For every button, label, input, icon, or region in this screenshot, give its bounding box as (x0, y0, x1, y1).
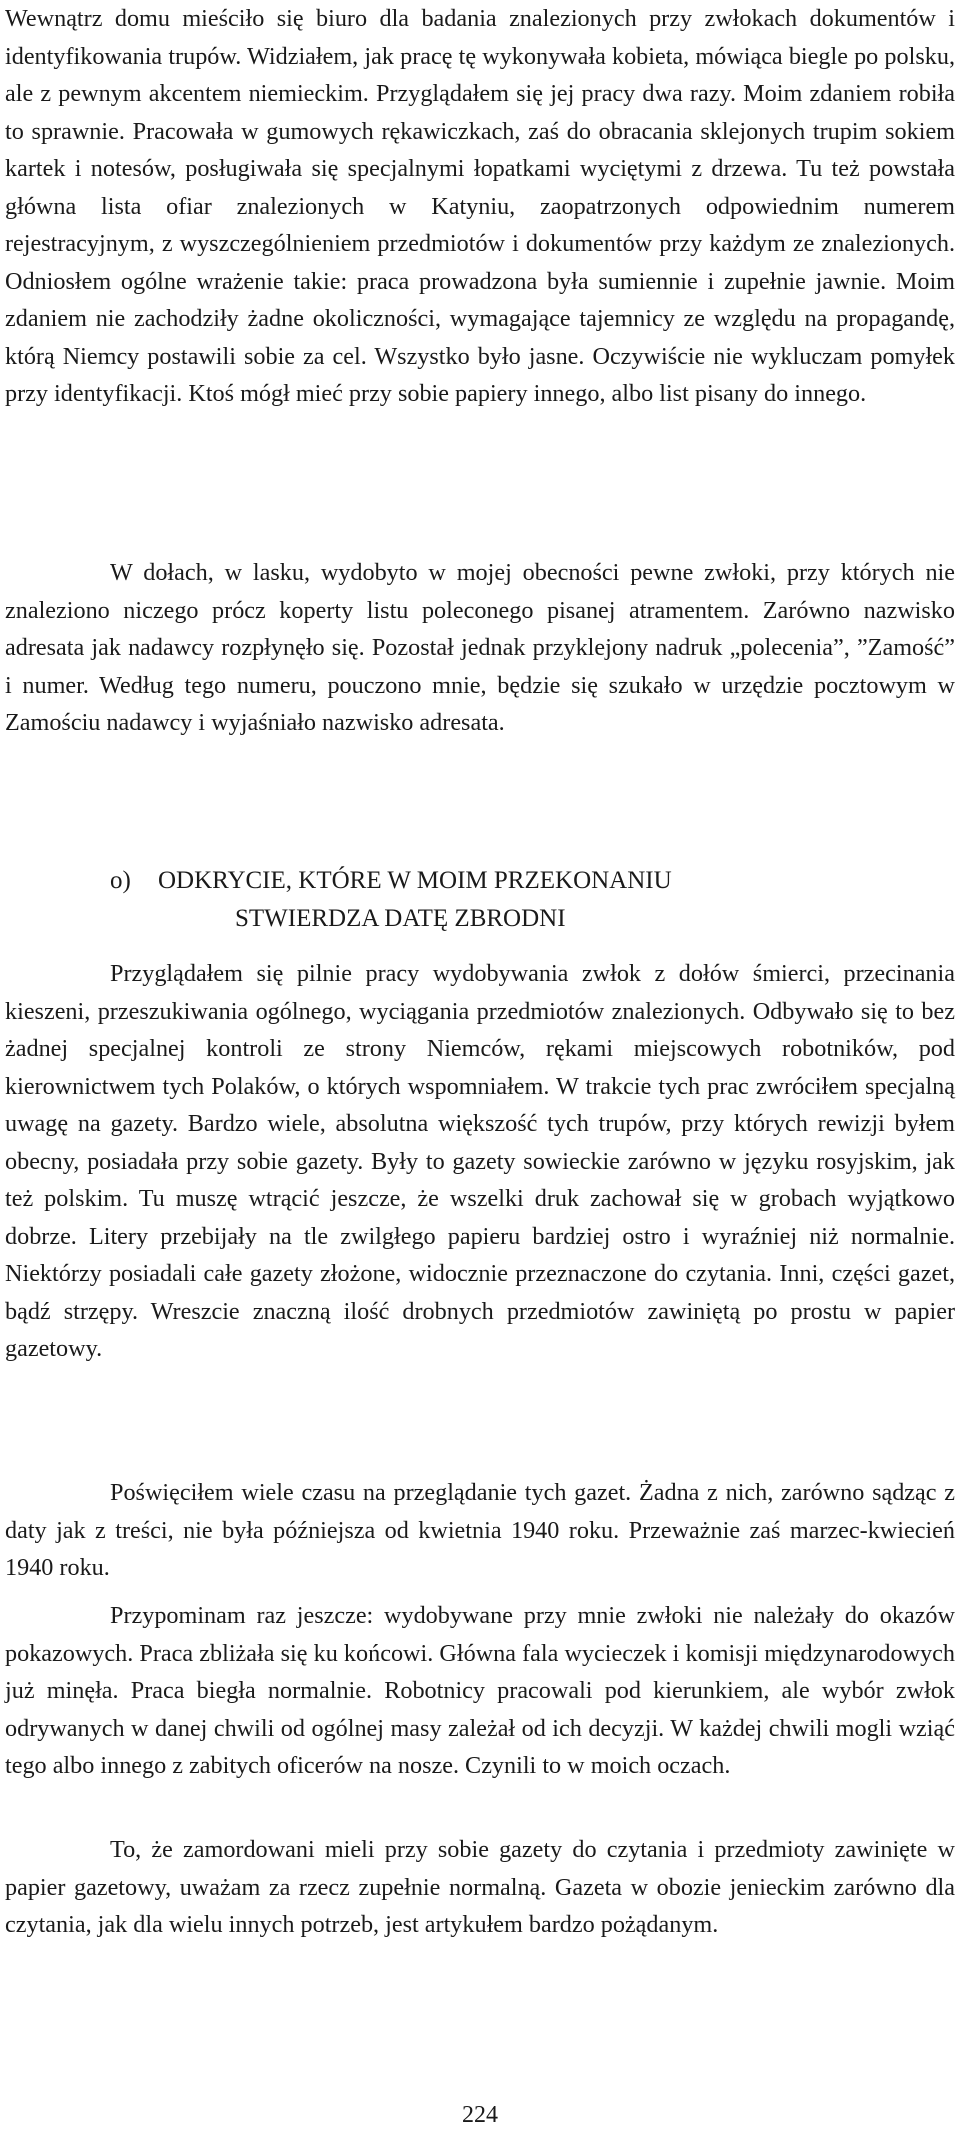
paragraph-przegladanie: Poświęciłem wiele czasu na przeglądanie tych gazet. Żadna z nich, zarówno sądząc z daty jak z treści, nie była późniejsza od kwietnia 1940 roku. Przeważnie zaś marzec-kwiecień 1940 roku. (5, 1479, 955, 1581)
section-title-line-1: ODKRYCIE, KTÓRE W MOIM PRZEKONANIU (158, 867, 672, 894)
paragraph-koperta: W dołach, w lasku, wydobyto w mojej obecności pewne zwłoki, przy których nie znaleziono niczego prócz koperty listu poleconego pisanej atramentem. Zarówno nazwisko adresata jak nadawcy rozpłynęło się. Pozostał jednak przyklejony nadruk „polecenia”, ”Zamość” i numer. Według tego numeru, pouczono mnie, będzie się szukało w urzędzie pocztowym w Zamościu nadawcy i wyjaśniało nazwisko adresata. (5, 559, 955, 736)
section-marker: o) (110, 867, 131, 894)
paragraph-zamordowani: To, że zamordowani mieli przy sobie gazety do czytania i przedmioty zawinięte w papier gazetowy, uważam za rzecz zupełnie normalną. Gazeta w obozie jenieckim zarówno dla czytania, jak dla wielu innych potrzeb, jest artykułem bardzo pożądanym. (5, 1836, 955, 1938)
section-title-line-2: STWIERDZA DATĘ ZBRODNI (235, 905, 566, 932)
paragraph-biuro: Wewnątrz domu mieściło się biuro dla badania znalezionych przy zwłokach dokumentów i identyfikowania trupów. Widziałem, jak pracę tę wykonywała kobieta, mówiąca biegle po polsku, ale z pewnym akcentem niemieckim. Przyglądałem się jej pracy dwa razy. Moim zdaniem robiła to sprawnie. Pracowała w gumowych rękawiczkach, zaś do obracania sklejonych trupim sokiem kartek i notesów, posługiwała się specjalnymi łopatkami wyciętymi z drzewa. Tu też powstała główna lista ofiar znalezionych w Katyniu, zaopatrzonych odpowiednim numerem rejestracyjnym, z wyszczególnieniem przedmiotów i dokumentów przy każdym ze znalezionych. Odniosłem ogólne wrażenie takie: praca prowadzona była sumiennie i zupełnie jawnie. Moim zdaniem nie zachodziły żadne okoliczności, wymagające tajemnicy ze względu na propagandę, którą Niemcy postawili sobie za cel. Wszystko było jasne. Oczywiście nie wykluczam pomyłek przy identyfikacji. Ktoś mógł mieć przy sobie papiery innego, albo list pisany do innego. (5, 5, 955, 407)
page-number: 224 (462, 2102, 498, 2128)
paragraph-przypominam: Przypominam raz jeszcze: wydobywane przy mnie zwłoki nie należały do okazów pokazowych. Praca zbliżała się ku końcowi. Główna fala wycieczek i komisji międzynarodowych już minęła. Praca biegła normalnie. Robotnicy pracowali pod kierunkiem, ale wybór zwłok odrywanych w danej chwili od ogólnej masy zależał od ich decyzji. W każdej chwili mogli wziąć tego albo innego z zabitych oficerów na nosze. Czynili to w moich oczach. (5, 1602, 955, 1779)
paragraph-gazety: Przyglądałem się pilnie pracy wydobywania zwłok z dołów śmierci, przecinania kieszeni, przeszukiwania ogólnego, wyciągania przedmiotów znalezionych. Odbywało się to bez żadnej specjalnej kontroli ze strony Niemców, rękami miejscowych robotników, pod kierownictwem tych Polaków, o których wspomniałem. W trakcie tych prac zwróciłem specjalną uwagę na gazety. Bardzo wiele, absolutna większość tych trupów, przy których rewizji byłem obecny, posiadała przy sobie gazety. Były to gazety sowieckie zarówno w języku rosyjskim, jak też polskim. Tu muszę wtrącić jeszcze, że wszelki druk zachował się w grobach wyjątkowo dobrze. Litery przebijały na tle zwilgłego papieru bardziej ostro i wyraźniej niż normalnie. Niektórzy posiadali całe gazety złożone, widocznie przeznaczone do czytania. Inni, części gazet, bądź strzępy. Wreszcie znaczną ilość drobnych przedmiotów zawiniętą po prostu w papier gazetowy. (5, 960, 955, 1362)
